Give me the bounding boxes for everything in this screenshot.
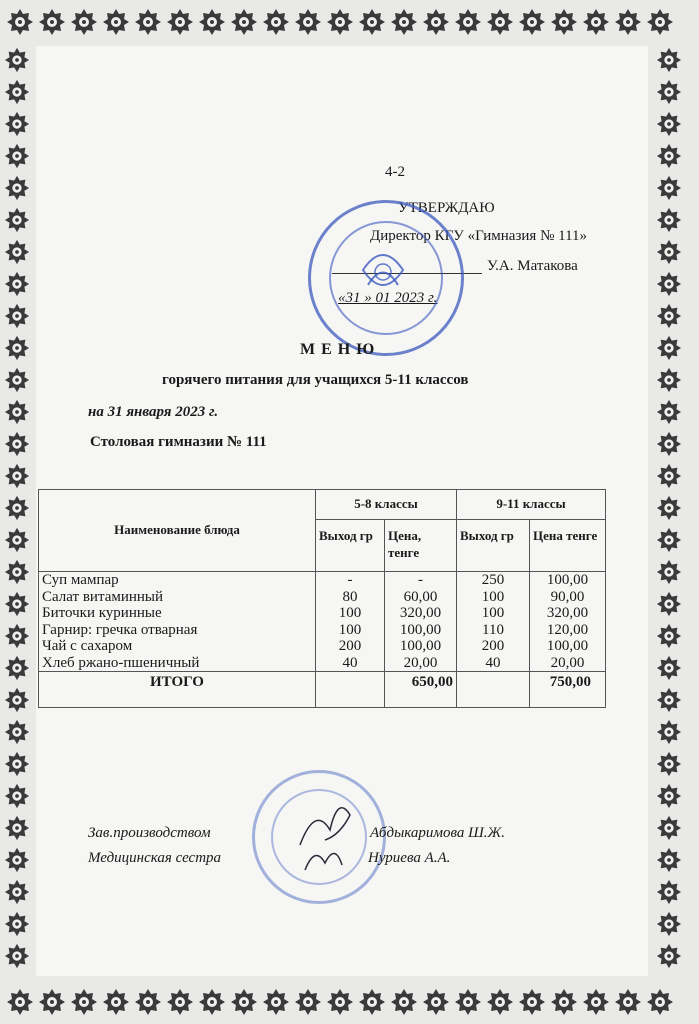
- border-ornament-icon: [582, 8, 610, 36]
- border-ornament-icon: [4, 367, 30, 393]
- border-ornament-icon: [656, 655, 682, 681]
- price-5-8: 20,00: [385, 655, 457, 672]
- signature-name-nurse: Нуриева А.А.: [368, 850, 451, 866]
- price-5-8: 100,00: [385, 638, 457, 655]
- border-ornament-icon: [656, 239, 682, 265]
- output-5-8: 100: [316, 605, 385, 622]
- border-ornament-icon: [656, 207, 682, 233]
- dish-name: Хлеб ржано-пшеничный: [39, 655, 316, 672]
- border-ornament-icon: [518, 988, 546, 1016]
- border-ornament-icon: [656, 591, 682, 617]
- border-ornament-icon: [4, 527, 30, 553]
- price-9-11: 20,00: [530, 655, 606, 672]
- border-ornament-icon: [4, 495, 30, 521]
- border-ornament-icon: [4, 431, 30, 457]
- border-ornament-icon: [6, 988, 34, 1016]
- border-ornament-icon: [656, 783, 682, 809]
- price-5-8: 60,00: [385, 589, 457, 606]
- border-ornament-icon: [656, 687, 682, 713]
- column-header-price-1: Цена, тенге: [385, 520, 457, 572]
- output-9-11: 250: [457, 572, 530, 589]
- border-ornament-icon: [294, 8, 322, 36]
- border-ornament-icon: [262, 988, 290, 1016]
- border-ornament-icon: [4, 751, 30, 777]
- border-ornament-icon: [656, 79, 682, 105]
- handwritten-signatures-icon: [280, 785, 370, 875]
- total-empty-cell: [457, 672, 530, 708]
- border-ornament-icon: [358, 988, 386, 1016]
- table-row: [39, 572, 606, 589]
- border-ornament-icon: [656, 399, 682, 425]
- border-ornament-icon: [4, 655, 30, 681]
- border-ornament-icon: [4, 879, 30, 905]
- output-9-11: 100: [457, 589, 530, 606]
- table-row: [39, 589, 606, 606]
- border-ornament-icon: [656, 111, 682, 137]
- border-top: [0, 0, 699, 44]
- border-ornament-icon: [166, 8, 194, 36]
- dish-name: Чай с сахаром: [39, 638, 316, 655]
- border-ornament-icon: [4, 687, 30, 713]
- stamp-emblem-icon: [308, 200, 458, 350]
- border-ornament-icon: [4, 143, 30, 169]
- document-title: М Е Н Ю: [300, 341, 376, 358]
- total-9-11: 750,00: [530, 672, 606, 708]
- dish-name: Суп мампар: [39, 572, 316, 589]
- total-empty-cell: [316, 672, 385, 708]
- border-ornament-icon: [326, 8, 354, 36]
- signature-role-production: Зав.производством: [88, 825, 211, 841]
- border-ornament-icon: [4, 847, 30, 873]
- border-ornament-icon: [230, 8, 258, 36]
- border-ornament-icon: [4, 943, 30, 969]
- approve-heading: УТВЕРЖДАЮ: [398, 200, 495, 216]
- border-ornament-icon: [656, 751, 682, 777]
- output-9-11: 100: [457, 605, 530, 622]
- border-ornament-icon: [646, 8, 674, 36]
- output-5-8: 200: [316, 638, 385, 655]
- director-title: Директор КГУ «Гимназия № 111»: [370, 228, 588, 244]
- border-ornament-icon: [4, 335, 30, 361]
- output-9-11: 40: [457, 655, 530, 672]
- border-ornament-icon: [4, 239, 30, 265]
- column-header-dish: Наименование блюда: [39, 490, 316, 572]
- border-ornament-icon: [454, 8, 482, 36]
- price-9-11: 100,00: [530, 572, 606, 589]
- group-header-9-11: 9-11 классы: [457, 490, 606, 520]
- price-9-11: 90,00: [530, 589, 606, 606]
- border-ornament-icon: [656, 143, 682, 169]
- border-ornament-icon: [4, 559, 30, 585]
- border-ornament-icon: [656, 847, 682, 873]
- border-ornament-icon: [486, 8, 514, 36]
- border-ornament-icon: [102, 988, 130, 1016]
- document-number: 4-2: [385, 164, 405, 180]
- signature-role-nurse: Медицинская сестра: [88, 850, 222, 866]
- price-5-8: -: [385, 572, 457, 589]
- border-right: [652, 44, 686, 980]
- border-ornament-icon: [70, 8, 98, 36]
- border-ornament-icon: [4, 399, 30, 425]
- border-ornament-icon: [656, 463, 682, 489]
- menu-date: на 31 января 2023 г.: [88, 404, 219, 420]
- border-ornament-icon: [656, 527, 682, 553]
- border-ornament-icon: [4, 303, 30, 329]
- border-ornament-icon: [4, 911, 30, 937]
- border-ornament-icon: [656, 431, 682, 457]
- output-5-8: 100: [316, 622, 385, 639]
- border-ornament-icon: [518, 8, 546, 36]
- border-ornament-icon: [70, 988, 98, 1016]
- dish-name: Биточки куринные: [39, 605, 316, 622]
- border-ornament-icon: [166, 988, 194, 1016]
- border-ornament-icon: [134, 8, 162, 36]
- border-ornament-icon: [4, 815, 30, 841]
- dish-name: Гарнир: гречка отварная: [39, 622, 316, 639]
- border-ornament-icon: [656, 879, 682, 905]
- border-ornament-icon: [646, 988, 674, 1016]
- border-ornament-icon: [390, 8, 418, 36]
- border-ornament-icon: [102, 8, 130, 36]
- total-row: [39, 672, 606, 708]
- border-ornament-icon: [656, 623, 682, 649]
- table-row: [39, 638, 606, 655]
- column-header-price-2: Цена тенге: [530, 520, 606, 572]
- border-ornament-icon: [656, 367, 682, 393]
- border-ornament-icon: [4, 463, 30, 489]
- border-ornament-icon: [4, 175, 30, 201]
- border-ornament-icon: [294, 988, 322, 1016]
- official-stamp-top: [308, 200, 464, 356]
- border-ornament-icon: [4, 719, 30, 745]
- price-9-11: 120,00: [530, 622, 606, 639]
- column-header-output-1: Выход гр: [316, 520, 385, 572]
- canteen-name: Столовая гимназии № 111: [90, 434, 267, 450]
- total-5-8: 650,00: [385, 672, 457, 708]
- output-5-8: -: [316, 572, 385, 589]
- output-9-11: 110: [457, 622, 530, 639]
- border-ornament-icon: [656, 47, 682, 73]
- table-row: [39, 605, 606, 622]
- price-5-8: 100,00: [385, 622, 457, 639]
- price-9-11: 320,00: [530, 605, 606, 622]
- output-5-8: 40: [316, 655, 385, 672]
- border-ornament-icon: [4, 623, 30, 649]
- border-ornament-icon: [656, 175, 682, 201]
- border-ornament-icon: [38, 8, 66, 36]
- border-ornament-icon: [656, 495, 682, 521]
- border-ornament-icon: [656, 815, 682, 841]
- border-ornament-icon: [422, 8, 450, 36]
- border-ornament-icon: [4, 79, 30, 105]
- border-ornament-icon: [358, 8, 386, 36]
- director-name: У.А. Матакова: [487, 258, 578, 274]
- border-ornament-icon: [4, 47, 30, 73]
- border-ornament-icon: [656, 271, 682, 297]
- border-ornament-icon: [656, 943, 682, 969]
- output-5-8: 80: [316, 589, 385, 606]
- border-ornament-icon: [326, 988, 354, 1016]
- border-ornament-icon: [134, 988, 162, 1016]
- column-header-output-2: Выход гр: [457, 520, 530, 572]
- border-ornament-icon: [198, 8, 226, 36]
- border-ornament-icon: [4, 207, 30, 233]
- border-bottom: [0, 980, 699, 1024]
- border-ornament-icon: [4, 783, 30, 809]
- border-ornament-icon: [4, 111, 30, 137]
- output-9-11: 200: [457, 638, 530, 655]
- price-9-11: 100,00: [530, 638, 606, 655]
- group-header-5-8: 5-8 классы: [316, 490, 457, 520]
- border-ornament-icon: [422, 988, 450, 1016]
- border-ornament-icon: [4, 271, 30, 297]
- border-ornament-icon: [4, 591, 30, 617]
- border-ornament-icon: [614, 8, 642, 36]
- border-ornament-icon: [262, 8, 290, 36]
- table-row: [39, 655, 606, 672]
- border-ornament-icon: [390, 988, 418, 1016]
- menu-table: [38, 489, 606, 708]
- border-ornament-icon: [550, 988, 578, 1016]
- border-ornament-icon: [656, 335, 682, 361]
- dish-name: Салат витаминный: [39, 589, 316, 606]
- border-ornament-icon: [614, 988, 642, 1016]
- document-subtitle: горячего питания для учащихся 5-11 классов: [162, 372, 469, 388]
- border-ornament-icon: [656, 719, 682, 745]
- total-label: ИТОГО: [39, 672, 316, 708]
- border-ornament-icon: [656, 911, 682, 937]
- border-ornament-icon: [454, 988, 482, 1016]
- border-ornament-icon: [198, 988, 226, 1016]
- border-left: [0, 44, 34, 980]
- border-ornament-icon: [6, 8, 34, 36]
- border-ornament-icon: [582, 988, 610, 1016]
- approval-date: «31 » 01 2023 г.: [338, 290, 438, 306]
- border-ornament-icon: [550, 8, 578, 36]
- price-5-8: 320,00: [385, 605, 457, 622]
- table-row: [39, 622, 606, 639]
- border-ornament-icon: [656, 303, 682, 329]
- border-ornament-icon: [38, 988, 66, 1016]
- border-ornament-icon: [230, 988, 258, 1016]
- signature-name-production: Абдыкаримова Ш.Ж.: [370, 825, 505, 841]
- border-ornament-icon: [486, 988, 514, 1016]
- border-ornament-icon: [656, 559, 682, 585]
